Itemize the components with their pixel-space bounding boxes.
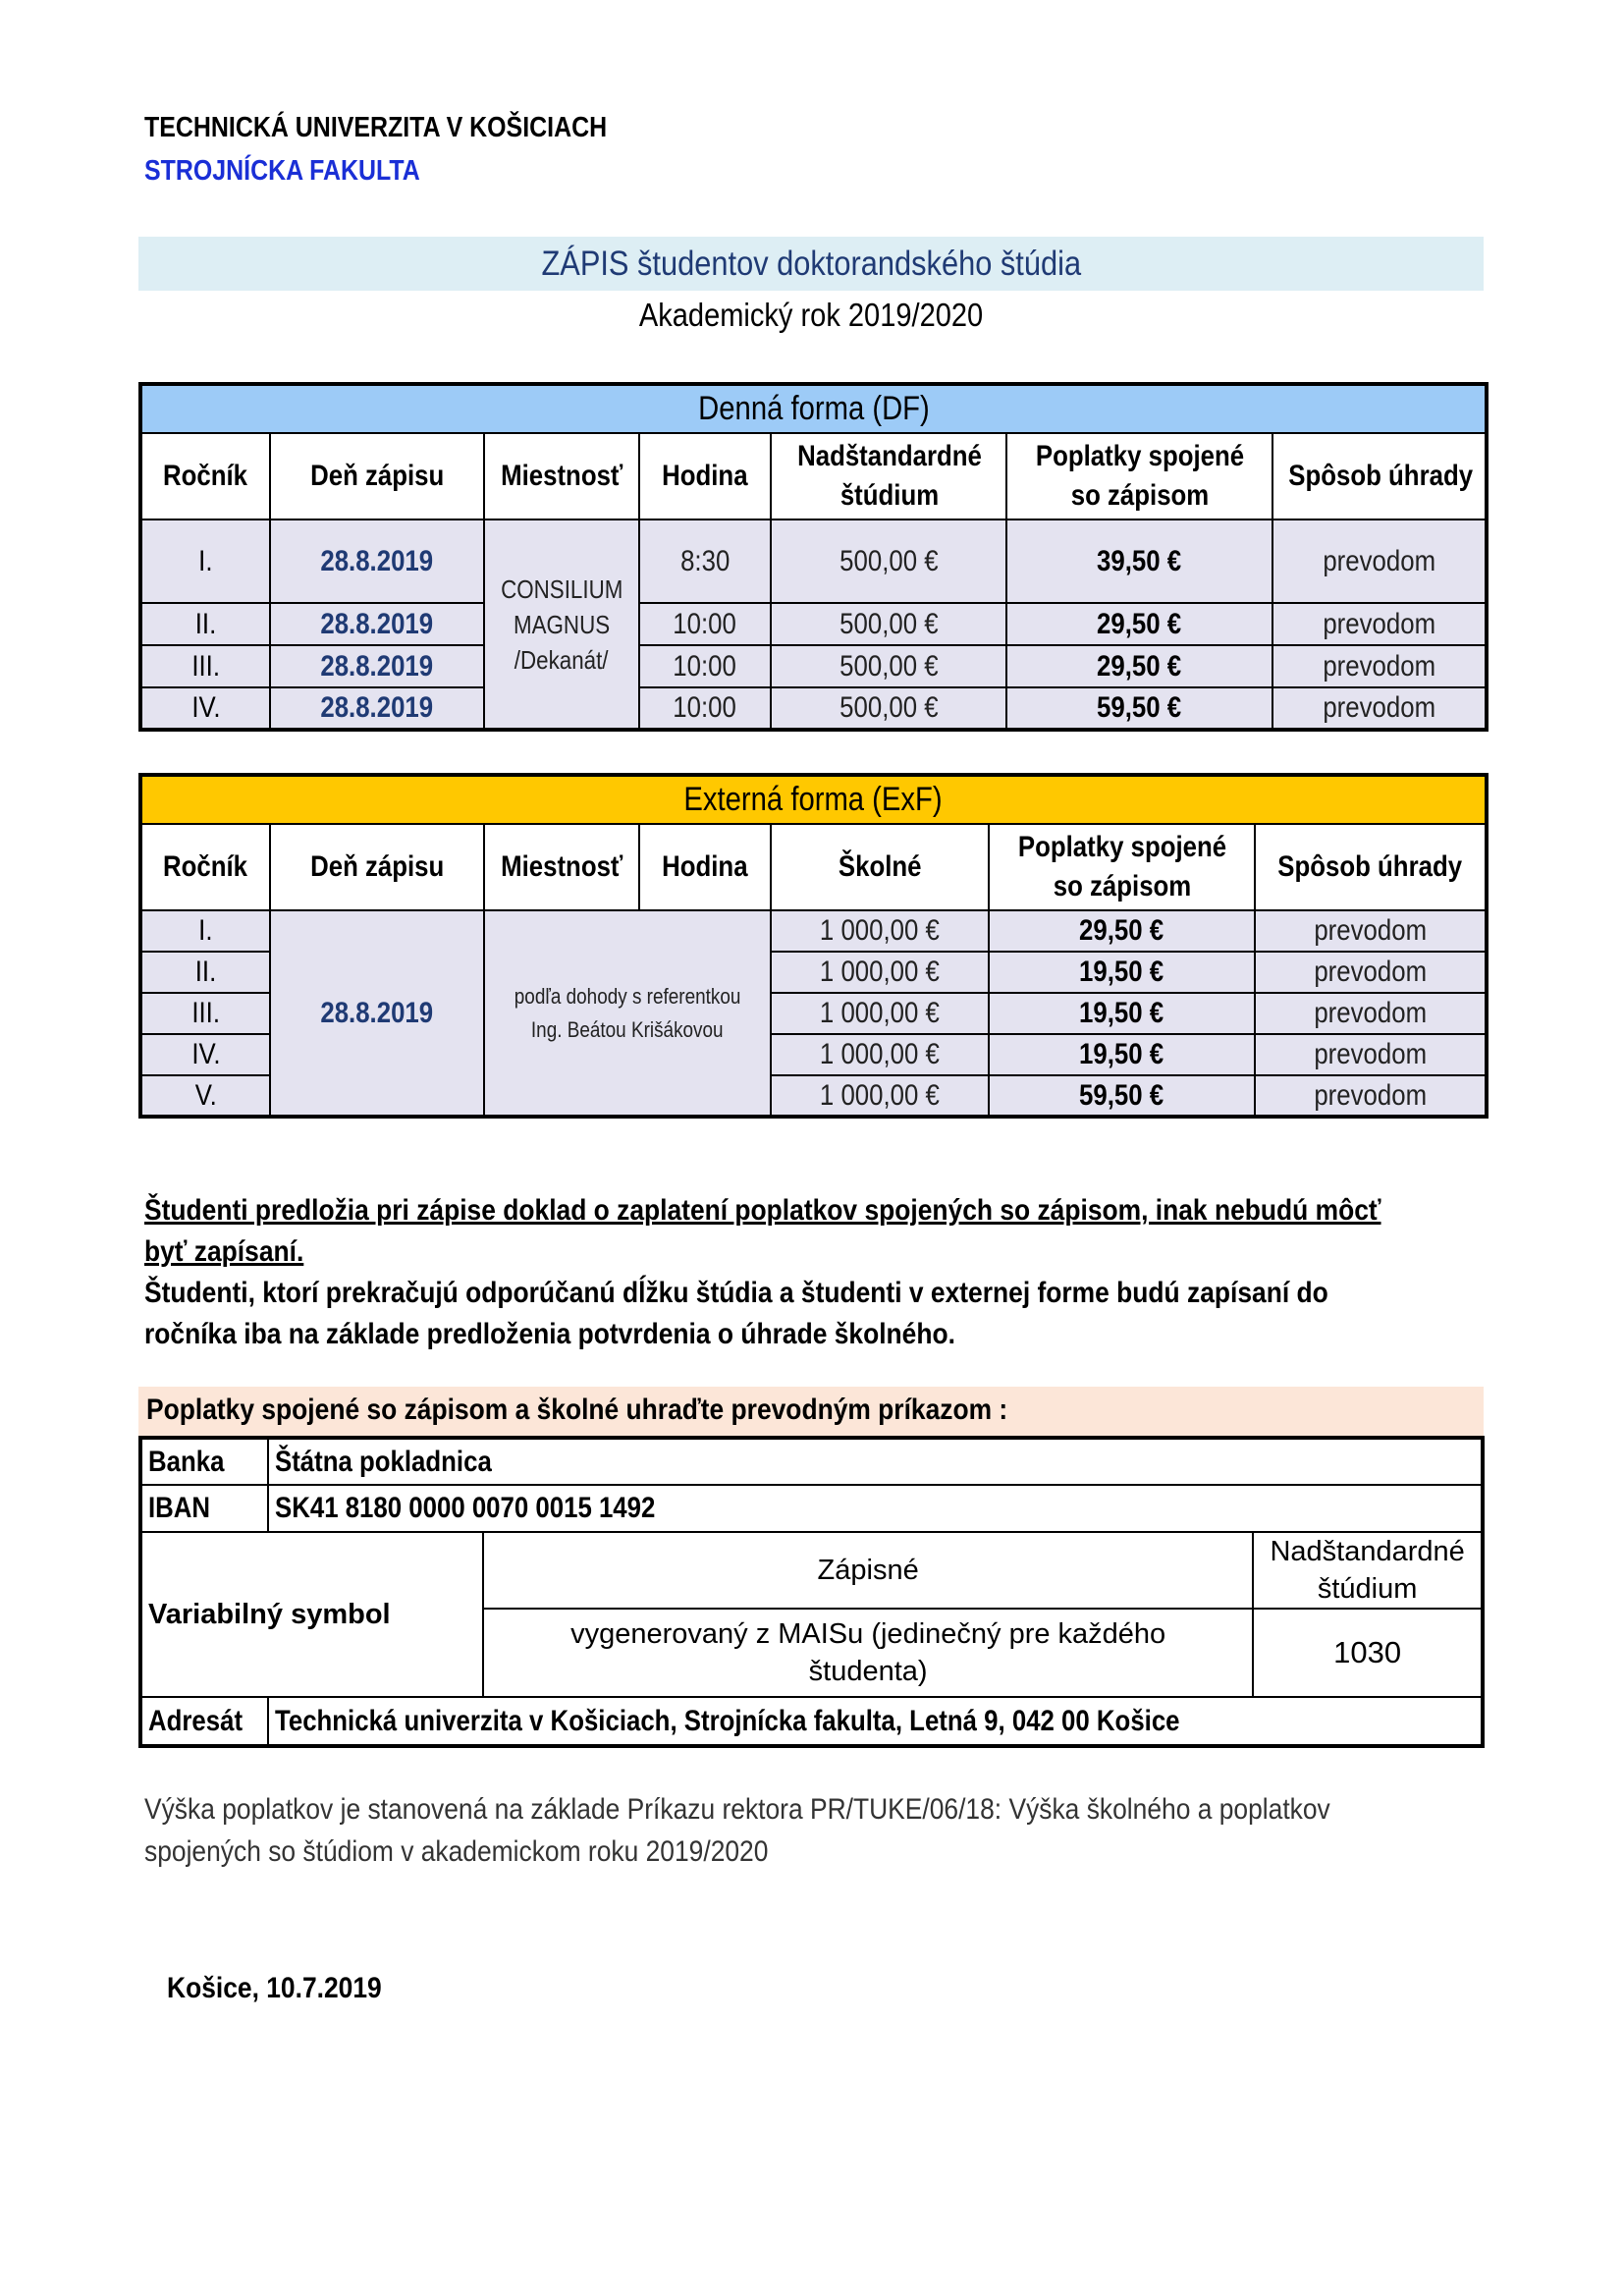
nadstandard-cell: 500,00 € bbox=[771, 645, 1006, 687]
payment-table bbox=[138, 1436, 1485, 1748]
col-header-skolne: Školné bbox=[771, 824, 989, 910]
footnote-line-1: Výška poplatkov je stanovená na základe Príkazu rektora PR/TUKE/06/18: Výška školného a poplatkov bbox=[144, 1793, 1330, 1826]
rocnik-cell: II. bbox=[140, 952, 270, 993]
rocnik-cell: I. bbox=[140, 519, 270, 603]
adresat-label: Adresát bbox=[140, 1697, 268, 1746]
rocnik-cell: IV. bbox=[140, 687, 270, 730]
academic-year bbox=[138, 291, 1484, 340]
sposob-cell: prevodom bbox=[1272, 519, 1487, 603]
nadstandard-cell: 500,00 € bbox=[771, 519, 1006, 603]
table-row bbox=[140, 1532, 1483, 1609]
poplatky-cell: 59,50 € bbox=[989, 1075, 1255, 1117]
nadstandard-cell: 500,00 € bbox=[771, 603, 1006, 645]
poplatky-cell: 29,50 € bbox=[989, 910, 1255, 952]
iban-label: IBAN bbox=[140, 1485, 268, 1532]
poplatky-cell: 19,50 € bbox=[989, 952, 1255, 993]
den-zapisu-cell: 28.8.2019 bbox=[270, 910, 484, 1117]
hodina-cell: 10:00 bbox=[639, 603, 771, 645]
skolne-cell: 1 000,00 € bbox=[771, 993, 989, 1034]
hodina-cell: 10:00 bbox=[639, 645, 771, 687]
bank-label: Banka bbox=[140, 1438, 268, 1485]
col-header-nadstandardne: Nadštandardné štúdium bbox=[771, 433, 1006, 519]
rocnik-cell: V. bbox=[140, 1075, 270, 1117]
table-row bbox=[140, 910, 1487, 952]
sposob-cell: prevodom bbox=[1255, 910, 1487, 952]
university-name: TECHNICKÁ UNIVERZITA V KOŠICIACH bbox=[144, 112, 608, 143]
table-row bbox=[140, 519, 1487, 603]
zapisne-value: vygenerovaný z MAISu (jedinečný pre každého študenta) bbox=[483, 1609, 1253, 1697]
iban-value: SK41 8180 0000 0070 0015 1492 bbox=[268, 1485, 1483, 1532]
col-header-rocnik: Ročník bbox=[140, 433, 270, 519]
footnote-line-2: spojených so štúdiom v akademickom roku 2019/2020 bbox=[144, 1835, 769, 1868]
sposob-cell: prevodom bbox=[1255, 1075, 1487, 1117]
externa-header-row bbox=[140, 824, 1487, 910]
col-header-rocnik: Ročník bbox=[140, 824, 270, 910]
hodina-cell: 10:00 bbox=[639, 687, 771, 730]
document-date: Košice, 10.7.2019 bbox=[167, 1972, 382, 2004]
table-row bbox=[140, 645, 1487, 687]
note-line-4: ročníka iba na základe predloženia potvrdenia o úhrade školného. bbox=[144, 1318, 955, 1350]
miestnost-cell: CONSILIUM MAGNUS /Dekanát/ bbox=[484, 519, 639, 730]
skolne-cell: 1 000,00 € bbox=[771, 1034, 989, 1075]
col-header-sposob-uhrady: Spôsob úhrady bbox=[1272, 433, 1487, 519]
note-line-2: byť zapísaní. bbox=[144, 1235, 304, 1268]
hodina-cell: 8:30 bbox=[639, 519, 771, 603]
poplatky-cell: 19,50 € bbox=[989, 1034, 1255, 1075]
skolne-cell: 1 000,00 € bbox=[771, 1075, 989, 1117]
poplatky-cell: 59,50 € bbox=[1006, 687, 1272, 730]
col-header-hodina: Hodina bbox=[639, 824, 771, 910]
sposob-cell: prevodom bbox=[1255, 952, 1487, 993]
denna-forma-table bbox=[138, 382, 1489, 732]
sposob-cell: prevodom bbox=[1272, 603, 1487, 645]
rocnik-cell: IV. bbox=[140, 1034, 270, 1075]
col-header-sposob-uhrady: Spôsob úhrady bbox=[1255, 824, 1487, 910]
poplatky-cell: 19,50 € bbox=[989, 993, 1255, 1034]
poplatky-cell: 39,50 € bbox=[1006, 519, 1272, 603]
note-line-1: Študenti predložia pri zápise doklad o zaplatení poplatkov spojených so zápisom, inak nebudú môcť bbox=[144, 1194, 1381, 1227]
externa-forma-band: Externá forma (ExF) bbox=[140, 775, 1487, 824]
variable-symbol-label: Variabilný symbol bbox=[140, 1532, 483, 1697]
col-header-miestnost: Miestnosť bbox=[484, 824, 639, 910]
col-header-hodina: Hodina bbox=[639, 433, 771, 519]
table-row bbox=[140, 687, 1487, 730]
col-header-den-zapisu: Deň zápisu bbox=[270, 433, 484, 519]
page-title: ZÁPIS študentov doktorandského štúdia bbox=[541, 244, 1081, 283]
den-zapisu-cell: 28.8.2019 bbox=[270, 603, 484, 645]
rocnik-cell: III. bbox=[140, 645, 270, 687]
faculty-name: STROJNÍCKA FAKULTA bbox=[144, 155, 420, 187]
table-row bbox=[140, 1697, 1483, 1746]
sposob-cell: prevodom bbox=[1272, 645, 1487, 687]
payment-heading-bar bbox=[138, 1387, 1484, 1436]
externa-forma-table bbox=[138, 773, 1489, 1119]
table-row bbox=[140, 1438, 1483, 1485]
academic-year-text: Akademický rok 2019/2020 bbox=[638, 297, 984, 333]
payment-heading: Poplatky spojené so zápisom a školné uhraďte prevodným príkazom : bbox=[146, 1394, 1008, 1426]
page-title-bar bbox=[138, 237, 1484, 291]
nadstandard-cell: 500,00 € bbox=[771, 687, 1006, 730]
rocnik-cell: I. bbox=[140, 910, 270, 952]
sposob-cell: prevodom bbox=[1255, 1034, 1487, 1075]
col-header-poplatky: Poplatky spojené so zápisom bbox=[989, 824, 1255, 910]
nadstandard-value: 1030 bbox=[1253, 1609, 1483, 1697]
col-header-miestnost: Miestnosť bbox=[484, 433, 639, 519]
skolne-cell: 1 000,00 € bbox=[771, 910, 989, 952]
rocnik-cell: II. bbox=[140, 603, 270, 645]
sposob-cell: prevodom bbox=[1255, 993, 1487, 1034]
den-zapisu-cell: 28.8.2019 bbox=[270, 687, 484, 730]
table-row bbox=[140, 1485, 1483, 1532]
bank-value: Štátna pokladnica bbox=[268, 1438, 1483, 1485]
miestnost-hodina-cell: podľa dohody s referentkou Ing. Beátou Krišákovou bbox=[484, 910, 771, 1117]
note-line-3: Študenti, ktorí prekračujú odporúčanú dĺžku štúdia a študenti v externej forme budú zapísaní do bbox=[144, 1277, 1328, 1309]
skolne-cell: 1 000,00 € bbox=[771, 952, 989, 993]
table-row bbox=[140, 603, 1487, 645]
sposob-cell: prevodom bbox=[1272, 687, 1487, 730]
poplatky-cell: 29,50 € bbox=[1006, 603, 1272, 645]
den-zapisu-cell: 28.8.2019 bbox=[270, 645, 484, 687]
denna-header-row bbox=[140, 433, 1487, 519]
den-zapisu-cell: 28.8.2019 bbox=[270, 519, 484, 603]
poplatky-cell: 29,50 € bbox=[1006, 645, 1272, 687]
nadstandard-label: Nadštandardné štúdium bbox=[1253, 1532, 1483, 1609]
adresat-value: Technická univerzita v Košiciach, Strojnícka fakulta, Letná 9, 042 00 Košice bbox=[268, 1697, 1483, 1746]
col-header-poplatky: Poplatky spojené so zápisom bbox=[1006, 433, 1272, 519]
rocnik-cell: III. bbox=[140, 993, 270, 1034]
col-header-den-zapisu: Deň zápisu bbox=[270, 824, 484, 910]
denna-forma-band: Denná forma (DF) bbox=[140, 384, 1487, 433]
zapisne-label: Zápisné bbox=[483, 1532, 1253, 1609]
